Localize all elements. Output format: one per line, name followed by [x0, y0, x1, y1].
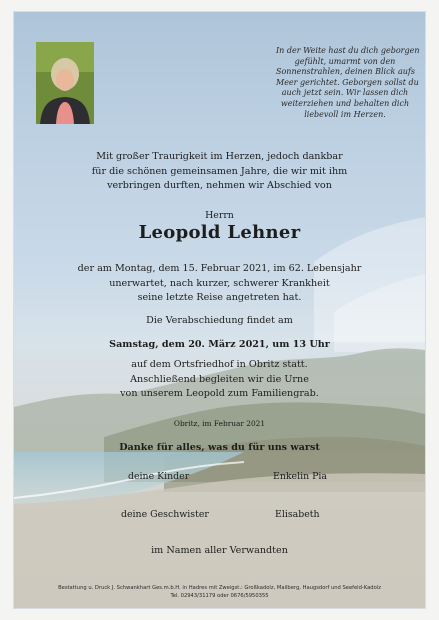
- poem-line: gefühlt, umarmt von den: [294, 56, 396, 66]
- poem: [276, 46, 420, 120]
- mourner-grandchild: Enkelin Pia: [273, 471, 328, 482]
- salutation: Herrn: [205, 210, 234, 221]
- poem-line: Sonnenstrahlen, deinen Blick aufs: [276, 67, 415, 77]
- poem-line: liebevoll im Herzen.: [304, 109, 386, 119]
- deceased-name: Leopold Lehner: [138, 222, 301, 243]
- place-date: Obritz, im Februar 2021: [173, 419, 266, 428]
- mourner-partner: Elisabeth: [275, 509, 320, 520]
- footer-line: Bestattung u. Druck J. Schwankhart Ges.m.b.H. in Hadres mit Zweigst.: Großkadolz, Mailberg, Haugsdorf und Seefeld-Kadolz: [58, 585, 381, 591]
- death-line: seine letzte Reise angetreten hat.: [137, 292, 302, 304]
- burial-info: [14, 358, 425, 402]
- poem-line: auch jetzt sein. Wir lassen dich: [281, 88, 409, 98]
- undertaker-footer: [14, 584, 425, 600]
- farewell-intro: Die Verabschiedung findet am: [146, 315, 293, 326]
- death-notice: [14, 262, 425, 306]
- burial-line: von unserem Leopold zum Familiengrab.: [120, 388, 319, 400]
- poem-line: Meer gerichtet. Geborgen sollst du: [276, 77, 419, 87]
- intro-text: [14, 150, 425, 194]
- death-line: der am Montag, dem 15. Februar 2021, im 62. Lebensjahr: [77, 263, 362, 274]
- death-line: unerwartet, nach kurzer, schwerer Krankheit: [109, 277, 330, 289]
- mourner-siblings: deine Geschwister: [121, 509, 209, 520]
- thanks-line: Danke für alles, was du für uns warst: [119, 442, 320, 453]
- intro-line: für die schönen gemeinsamen Jahre, die wir mit ihm: [91, 165, 348, 177]
- mourner-children: deine Kinder: [128, 471, 190, 482]
- poem-line: In der Weite hast du dich geborgen: [276, 46, 420, 55]
- parte-sheet: [14, 12, 425, 608]
- mourner-all: im Namen aller Verwandten: [151, 545, 288, 556]
- farewell-date: Samstag, dem 20. März 2021, um 13 Uhr: [109, 339, 330, 350]
- intro-line: Mit großer Traurigkeit im Herzen, jedoch dankbar: [96, 151, 343, 162]
- portrait-photo: [36, 42, 94, 124]
- poem-line: weiterziehen und behalten dich: [280, 98, 410, 108]
- intro-line: verbringen durften, nehmen wir Abschied von: [107, 180, 332, 192]
- burial-line: Anschließend begleiten wir die Urne: [130, 373, 309, 385]
- footer-line: Tel. 02943/31179 oder 0676/5950355: [170, 593, 269, 599]
- burial-line: auf dem Ortsfriedhof in Obritz statt.: [131, 359, 308, 370]
